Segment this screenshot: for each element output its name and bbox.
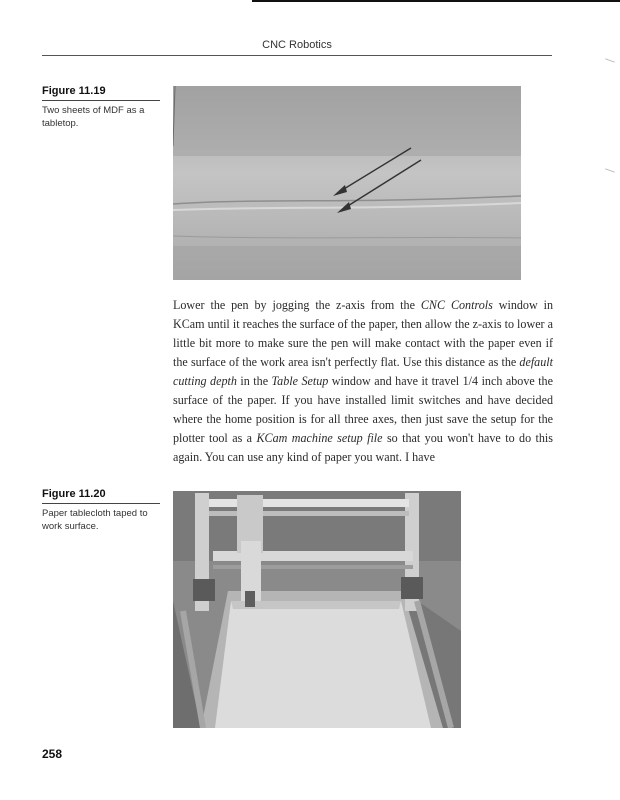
header-rule	[42, 55, 552, 56]
figure-11-20-rule	[42, 503, 160, 504]
page-number: 258	[42, 747, 63, 761]
figure-11-19-photo	[173, 86, 521, 280]
top-edge-line	[252, 0, 620, 2]
figure-11-20-label: Figure 11.20	[42, 488, 106, 500]
body-paragraph: Lower the pen by jogging the z-axis from the CNC Controls window in KCam until it reaches the surface of the paper, then allow the z-axis to lower a little bit more to make sure the pen will make contact with the paper even if the surface of the work area isn't perfectly flat. Use this distance as the default cutting depth in the Table Setup window and have it travel 1/4 inch above the surface of the paper. If you have installed limit switches and have decided where the home position is for all three axes, then just save the setup for the plotter tool as a KCam machine setup file so that you won't have to do this again. You can use any kind of paper you want. I have	[173, 298, 554, 464]
running-header: CNC Robotics	[262, 39, 332, 51]
edge-mark	[605, 168, 615, 172]
figure-11-19-caption: Two sheets of MDF as a tabletop.	[42, 105, 145, 129]
figure-11-20-caption: Paper tablecloth taped to work surface.	[42, 508, 148, 532]
figure-11-19-rule	[42, 100, 160, 101]
figure-11-20-photo	[173, 491, 461, 728]
edge-mark	[605, 58, 615, 62]
figure-11-19-label: Figure 11.19	[42, 85, 106, 97]
